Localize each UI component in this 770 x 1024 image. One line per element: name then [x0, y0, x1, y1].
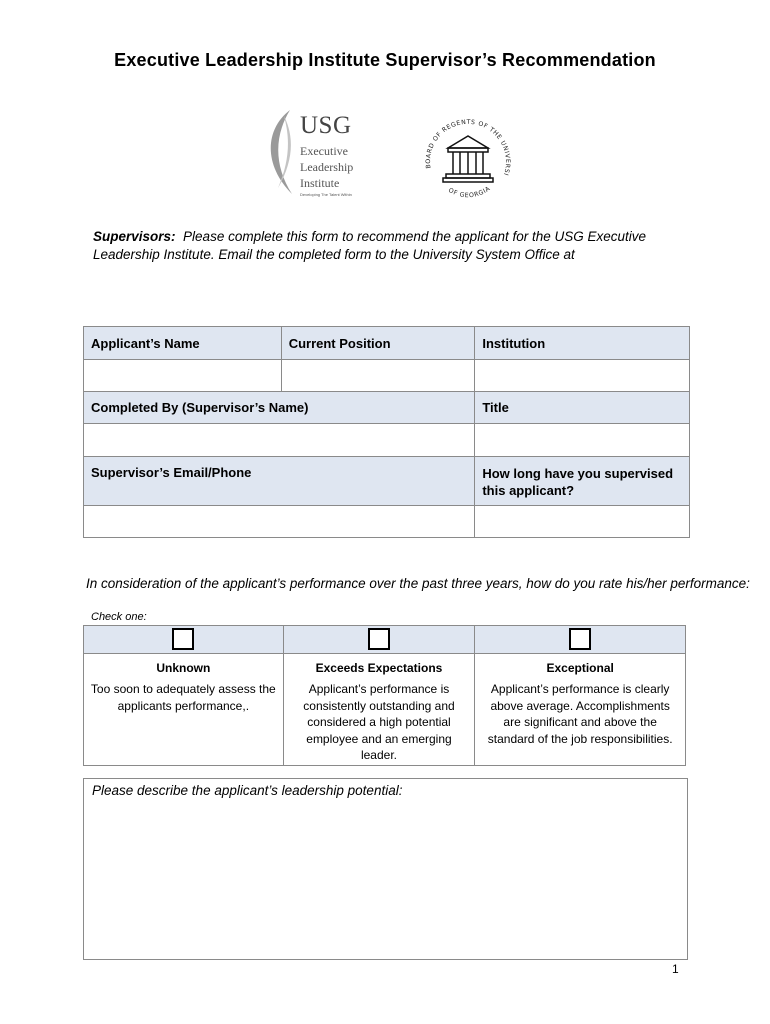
check-one-label: Check one:	[91, 611, 147, 623]
exceptional-checkbox[interactable]	[569, 628, 591, 650]
intro-paragraph	[93, 228, 693, 264]
logo-tagline: Developing The Talent Within	[300, 192, 352, 197]
current-position-header: Current Position	[281, 327, 475, 360]
email-phone-header: Supervisor’s Email/Phone	[84, 457, 475, 506]
swoosh-icon	[262, 108, 302, 198]
institution-header: Institution	[475, 327, 690, 360]
seal-arc-text: BOARD OF REGENTS OF THE UNIVERSI	[424, 118, 512, 177]
intro-text: Please complete this form to recommend the applicant for the USG Executive Leadership Institute. Email the completed form to the University System Office at	[93, 229, 647, 262]
institution-field[interactable]	[475, 360, 690, 392]
usg-wordmark: USG	[300, 112, 352, 139]
applicant-name-header: Applicant’s Name	[84, 327, 282, 360]
unknown-checkbox[interactable]	[172, 628, 194, 650]
option-description: Applicant’s performance is consistently outstanding and considered a high potential employee and an emerging leader.	[303, 682, 455, 762]
svg-text:BOARD OF REGENTS OF THE UNIVER	[418, 112, 511, 177]
logo-line-institute: Institute	[300, 176, 340, 190]
page-number: 1	[672, 962, 679, 976]
applicant-info-table	[83, 326, 690, 538]
email-phone-field[interactable]	[84, 506, 475, 538]
current-position-field[interactable]	[281, 360, 475, 392]
rating-option-exceeds	[283, 654, 475, 766]
rating-option-unknown	[84, 654, 284, 766]
rating-option-exceptional	[475, 654, 686, 766]
completed-by-header: Completed By (Supervisor’s Name)	[84, 392, 475, 424]
page-title: Executive Leadership Institute Supervisor’s Recommendation	[114, 50, 656, 70]
leadership-potential-label: Please describe the applicant’s leadership potential:	[92, 783, 403, 798]
applicant-name-field[interactable]	[84, 360, 282, 392]
intro-label: Supervisors:	[93, 229, 176, 244]
completed-by-field[interactable]	[84, 424, 475, 457]
leadership-potential-textarea[interactable]	[83, 778, 688, 960]
svg-text:OF GEORGIA	[447, 185, 492, 199]
title-field[interactable]	[475, 424, 690, 457]
option-title: Exceptional	[546, 661, 614, 675]
seal-bottom-text: OF GEORGIA	[447, 185, 492, 200]
exceeds-expectations-checkbox[interactable]	[368, 628, 390, 650]
seal-icon	[418, 112, 518, 208]
option-description: Applicant’s performance is clearly above average. Accomplishments are significant and above the standard of the job responsibilities.	[487, 682, 673, 746]
how-long-field[interactable]	[475, 506, 690, 538]
how-long-header: How long have you supervised this applicant?	[475, 457, 690, 506]
rating-question: In consideration of the applicant’s performance over the past three years, how do you rate his/her performance:	[86, 576, 750, 591]
title-header: Title	[475, 392, 690, 424]
usg-eli-logo	[262, 106, 372, 202]
option-title: Exceeds Expectations	[315, 661, 443, 675]
option-title: Unknown	[156, 661, 211, 675]
logo-line-leadership: Leadership	[300, 160, 354, 174]
performance-rating-table	[83, 625, 686, 766]
option-description: Too soon to adequately assess the applicants performance,.	[90, 682, 276, 713]
board-of-regents-seal	[418, 112, 518, 208]
logo-line-executive: Executive	[300, 144, 348, 158]
